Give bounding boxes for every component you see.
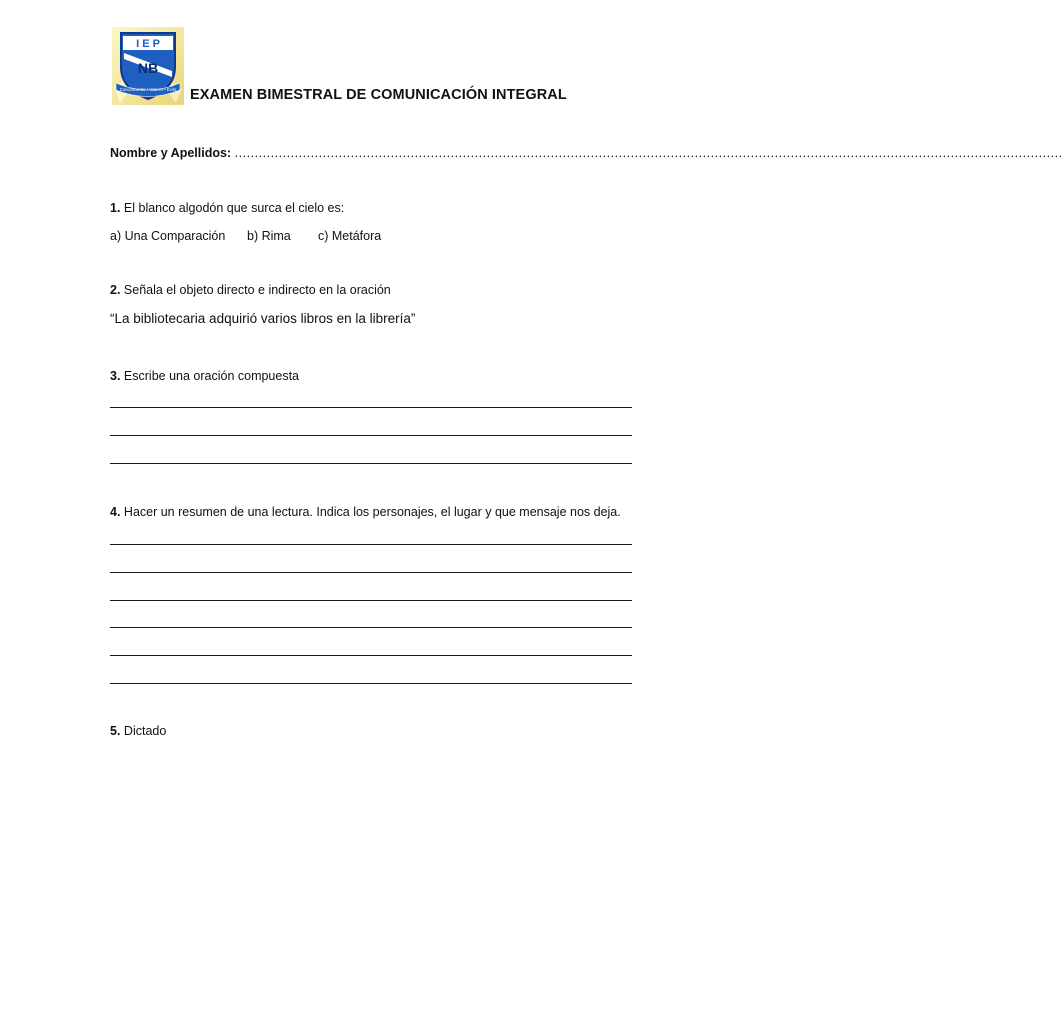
- answer-line[interactable]: [110, 627, 632, 628]
- school-logo: [112, 27, 184, 105]
- question-5: [110, 724, 166, 738]
- school-shield-icon: [112, 27, 184, 105]
- question-1: [110, 201, 344, 215]
- question-1-option-a: a) Una Comparación: [110, 229, 226, 243]
- question-3: [110, 369, 299, 383]
- question-2-sentence: “La bibliotecaria adquirió varios libros en la librería”: [110, 311, 416, 326]
- question-1-option-c: c) Metáfora: [318, 229, 382, 243]
- question-2-text: Señala el objeto directo e indirecto en la oración: [120, 283, 391, 297]
- answer-line[interactable]: [110, 407, 632, 408]
- question-3-text: Escribe una oración compuesta: [120, 369, 300, 383]
- answer-line[interactable]: [110, 655, 632, 656]
- exam-title: EXAMEN BIMESTRAL DE COMUNICACIÓN INTEGRAL: [190, 87, 567, 103]
- student-name-dotted-line: ………………………………………………………………………………………………………………………………………………………………………………………: [231, 146, 1062, 160]
- question-4: [110, 505, 621, 519]
- student-name-field[interactable]: [110, 146, 1062, 160]
- question-5-text: Dictado: [120, 724, 167, 738]
- question-1-number: 1.: [110, 201, 121, 215]
- answer-line[interactable]: [110, 435, 632, 436]
- question-1-option-b: b) Rima: [247, 229, 291, 243]
- question-5-number: 5.: [110, 724, 121, 738]
- question-1-text: El blanco algodón que surca el cielo es:: [120, 201, 345, 215]
- question-3-number: 3.: [110, 369, 121, 383]
- answer-line[interactable]: [110, 544, 632, 545]
- answer-line[interactable]: [110, 463, 632, 464]
- svg-text:I E P: I E P: [136, 38, 160, 50]
- question-4-text: Hacer un resumen de una lectura. Indica los personajes, el lugar y que mensaje nos deja.: [120, 505, 621, 519]
- student-name-label: Nombre y Apellidos:: [110, 146, 232, 160]
- question-2-number: 2.: [110, 283, 121, 297]
- answer-line[interactable]: [110, 600, 632, 601]
- answer-line[interactable]: [110, 683, 632, 684]
- question-2: [110, 283, 391, 297]
- question-4-number: 4.: [110, 505, 121, 519]
- svg-text:NB: NB: [137, 60, 159, 76]
- svg-text:Conocimiento • Valores • Éxito: Conocimiento • Valores • Éxito: [119, 87, 177, 92]
- answer-line[interactable]: [110, 572, 632, 573]
